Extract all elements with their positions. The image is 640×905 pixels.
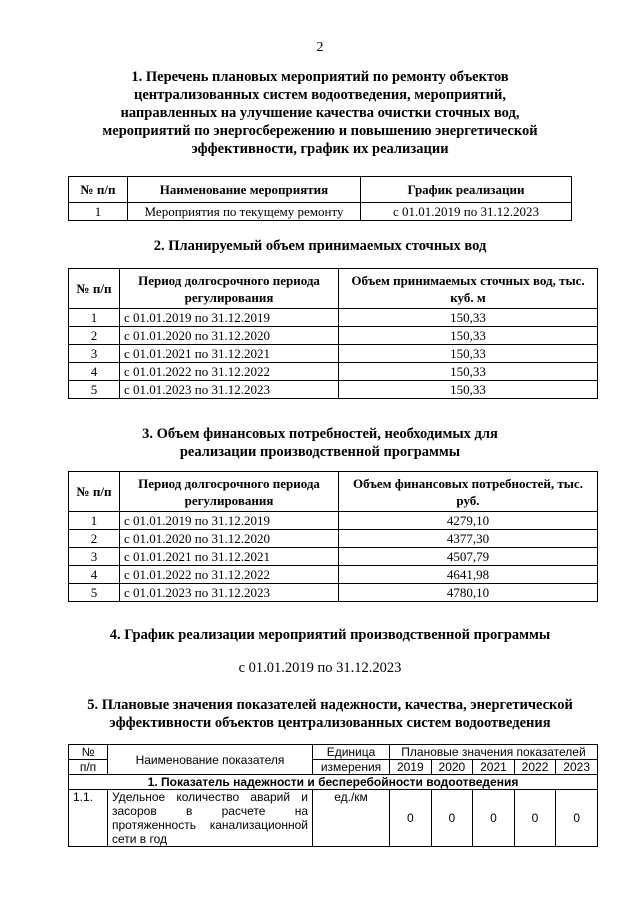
- table-row: [69, 530, 598, 548]
- header-num: № п/п: [69, 177, 128, 203]
- cell-num: 1: [69, 512, 120, 530]
- header-period: Период долгосрочного периода регулирования: [120, 472, 339, 512]
- indicators-table: [68, 744, 598, 847]
- cell-num: 2: [69, 530, 120, 548]
- table-row: [69, 345, 598, 363]
- header-year-2020: 2020: [431, 760, 473, 775]
- table-row: [69, 381, 598, 399]
- cell-value-2022: 0: [514, 790, 556, 847]
- cell-num: 5: [69, 381, 120, 399]
- cell-period: с 01.01.2021 по 31.12.2021: [120, 345, 339, 363]
- section1-title: [60, 68, 580, 158]
- cell-num: 5: [69, 584, 120, 602]
- cell-num: 4: [69, 566, 120, 584]
- section5-title: [30, 696, 630, 732]
- section1-title-line: 1. Перечень плановых мероприятий по ремонту объектов: [131, 69, 509, 85]
- section1-title-line: мероприятий по энергосбережению и повышению энергетической: [102, 123, 538, 139]
- header-plan-values: Плановые значения показателей: [390, 745, 598, 760]
- section1-title-line: эффективности, график их реализации: [191, 141, 449, 157]
- section1-title-line: централизованных систем водоотведения, мероприятий,: [134, 87, 506, 103]
- section3-title: [60, 425, 580, 461]
- cell-period: с 01.01.2020 по 31.12.2020: [120, 327, 339, 345]
- cell-value-2021: 0: [473, 790, 515, 847]
- cell-finance: 4377,30: [339, 530, 598, 548]
- cell-period: с 01.01.2022 по 31.12.2022: [120, 566, 339, 584]
- cell-value-2020: 0: [431, 790, 473, 847]
- header-schedule: График реализации: [361, 177, 572, 203]
- header-year-2019: 2019: [390, 760, 432, 775]
- cell-finance: 4641,98: [339, 566, 598, 584]
- cell-finance: 4279,10: [339, 512, 598, 530]
- cell-num: 3: [69, 548, 120, 566]
- cell-volume: 150,33: [339, 345, 598, 363]
- header-num: № п/п: [69, 472, 120, 512]
- section4-title: 4. График реализации мероприятий производственной программы: [109, 627, 551, 643]
- cell-value-2023: 0: [556, 790, 598, 847]
- header-unit-top: Единица: [313, 745, 390, 760]
- cell-value-2019: 0: [390, 790, 432, 847]
- cell-period: с 01.01.2021 по 31.12.2021: [120, 548, 339, 566]
- header-finance: Объем финансовых потребностей, тыс. руб.: [339, 472, 598, 512]
- indicator-name-line: засоров в расчете на: [112, 804, 308, 818]
- indicator-name-line: Удельное количество аварий и: [112, 790, 308, 804]
- table-row: [69, 327, 598, 345]
- header-indicator-name: Наименование показателя: [108, 745, 313, 775]
- table-row: [69, 566, 598, 584]
- cell-period: с 01.01.2023 по 31.12.2023: [120, 381, 339, 399]
- header-year-2021: 2021: [473, 760, 515, 775]
- section1-title-line: направленных на улучшение качества очистки сточных вод,: [120, 105, 520, 121]
- header-year-2023: 2023: [556, 760, 598, 775]
- cell-num: 2: [69, 327, 120, 345]
- cell-period: с 01.01.2019 по 31.12.2019: [120, 309, 339, 327]
- table-row: [69, 309, 598, 327]
- cell-period: с 01.01.2020 по 31.12.2020: [120, 530, 339, 548]
- header-year-2022: 2022: [514, 760, 556, 775]
- indicator-name-line: протяженность канализационной: [112, 818, 308, 832]
- cell-period: с 01.01.2023 по 31.12.2023: [120, 584, 339, 602]
- cell-finance: 4507,79: [339, 548, 598, 566]
- header-unit-bottom: измерения: [313, 760, 390, 775]
- page-number: 2: [316, 40, 324, 55]
- group-title: 1. Показатель надежности и бесперебойности водоотведения: [69, 775, 598, 790]
- cell-volume: 150,33: [339, 327, 598, 345]
- wastewater-volume-table: [68, 268, 598, 399]
- header-num: № п/п: [69, 269, 120, 309]
- cell-num: 1: [69, 203, 128, 221]
- header-volume: Объем принимаемых сточных вод, тыс. куб. м: [339, 269, 598, 309]
- section4-period: с 01.01.2019 по 31.12.2023: [238, 660, 402, 676]
- table-row: [69, 584, 598, 602]
- cell-period: с 01.01.2022 по 31.12.2022: [120, 363, 339, 381]
- table-row: [69, 203, 572, 221]
- section5-title-line: эффективности объектов централизованных систем водоотведения: [109, 715, 551, 731]
- cell-num: 1: [69, 309, 120, 327]
- cell-activity: Мероприятия по текущему ремонту: [128, 203, 361, 221]
- cell-schedule: с 01.01.2019 по 31.12.2023: [361, 203, 572, 221]
- section3-title-line: 3. Объем финансовых потребностей, необходимых для: [142, 426, 498, 442]
- cell-volume: 150,33: [339, 363, 598, 381]
- table-row: [69, 363, 598, 381]
- table-row: [69, 548, 598, 566]
- cell-num: 1.1.: [69, 790, 108, 847]
- cell-num: 4: [69, 363, 120, 381]
- cell-num: 3: [69, 345, 120, 363]
- table-row: [69, 512, 598, 530]
- cell-unit: ед./км: [313, 790, 390, 847]
- header-num-bottom: п/п: [69, 760, 108, 775]
- header-period: Период долгосрочного периода регулирования: [120, 269, 339, 309]
- cell-finance: 4780,10: [339, 584, 598, 602]
- header-num-top: №: [69, 745, 108, 760]
- section2-title: 2. Планируемый объем принимаемых сточных вод: [153, 238, 487, 254]
- cell-volume: 150,33: [339, 381, 598, 399]
- activities-table: [68, 176, 572, 221]
- cell-period: с 01.01.2019 по 31.12.2019: [120, 512, 339, 530]
- section3-title-line: реализации производственной программы: [179, 444, 461, 460]
- header-activity: Наименование мероприятия: [128, 177, 361, 203]
- financial-needs-table: [68, 471, 598, 602]
- section5-title-line: 5. Плановые значения показателей надежности, качества, энергетической: [87, 697, 573, 713]
- indicator-name-line: сети в год: [112, 832, 168, 846]
- table-row: [69, 790, 598, 847]
- cell-indicator-name: [108, 790, 313, 847]
- cell-volume: 150,33: [339, 309, 598, 327]
